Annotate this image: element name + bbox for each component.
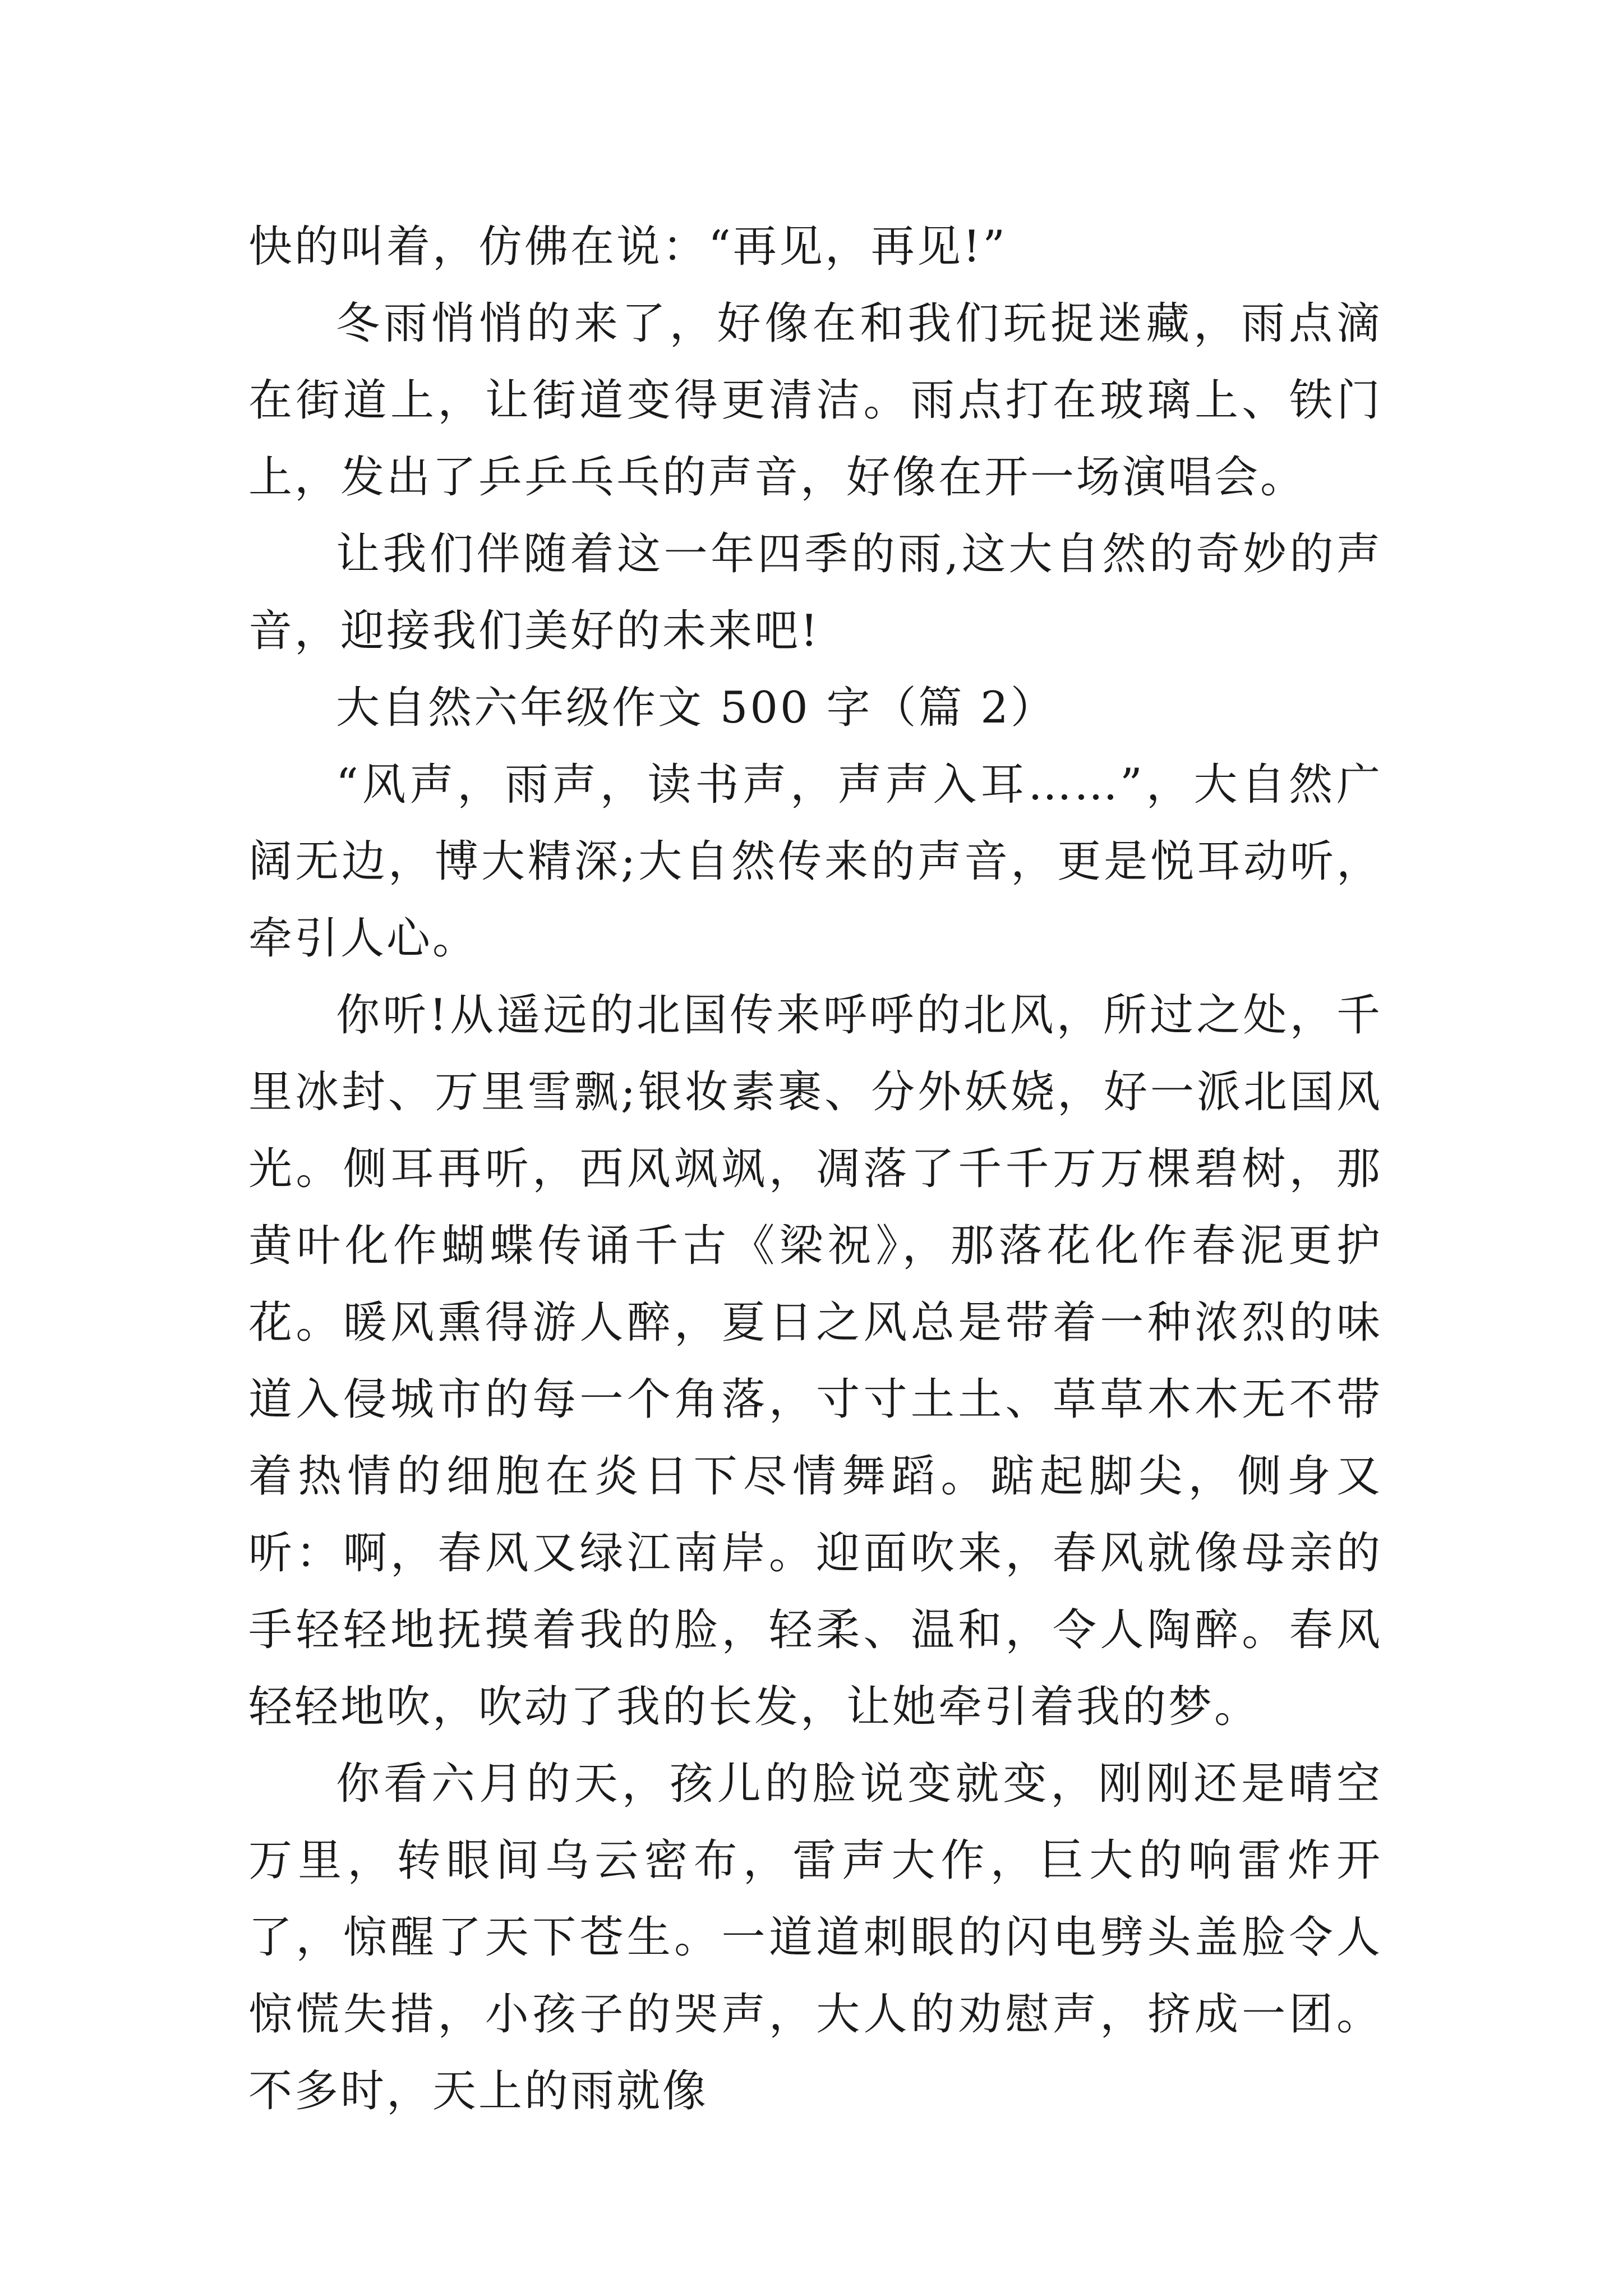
paragraph-continuation: 快的叫着，仿佛在说：“再见，再见!” bbox=[248, 222, 1008, 272]
paragraph-wind: 你听!从遥远的北国传来呼呼的北风，所过之处，千里冰封、万里雪飘;银妆素裹、分外妖娆，好一派北国风光。侧耳再听，西风飒飒，凋落了千千万万棵碧树，那黄叶化作蝴蝶传诵千古《梁祝》，那落花化作春泥更护花。暖风熏得游人醉，夏日之风总是带着一种浓烈的味道入侵城市的每一个角落，寸寸土土、草草木木无不带着热情的细胞在炎日下尽情舞蹈。踮起脚尖，侧身又听：啊，春风又绿江南岸。迎面吹来，春风就像母亲的手轻轻地抚摸着我的脸，轻柔、温和，令人陶醉。春风轻轻地吹，吹动了我的长发，让她牵引着我的梦。 bbox=[248, 990, 1382, 1732]
paragraph-june-sky: 你看六月的天，孩儿的脸说变就变，刚刚还是晴空万里，转眼间乌云密布，雷声大作，巨大的响雷炸开了，惊醒了天下苍生。一道道刺眼的闪电劈头盖脸令人惊慌失措，小孩子的哭声，大人的劝慰声，挤成一团。不多时，天上的雨就像 bbox=[248, 1759, 1382, 2116]
paragraph-intro: “风声，雨声，读书声，声声入耳……”，大自然广阔无边，博大精深;大自然传来的声音，更是悦耳动听，牵引人心。 bbox=[248, 760, 1382, 964]
document-body bbox=[248, 209, 1382, 2130]
essay-heading: 大自然六年级作文 500 字（篇 2） bbox=[336, 683, 1057, 733]
paragraph-conclusion: 让我们伴随着这一年四季的雨,这大自然的奇妙的声音，迎接我们美好的未来吧! bbox=[248, 529, 1382, 656]
paragraph-winter-rain: 冬雨悄悄的来了，好像在和我们玩捉迷藏，雨点滴在街道上，让街道变得更清洁。雨点打在玻璃上、铁门上，发出了乒乒乓乓的声音，好像在开一场演唱会。 bbox=[248, 298, 1382, 503]
